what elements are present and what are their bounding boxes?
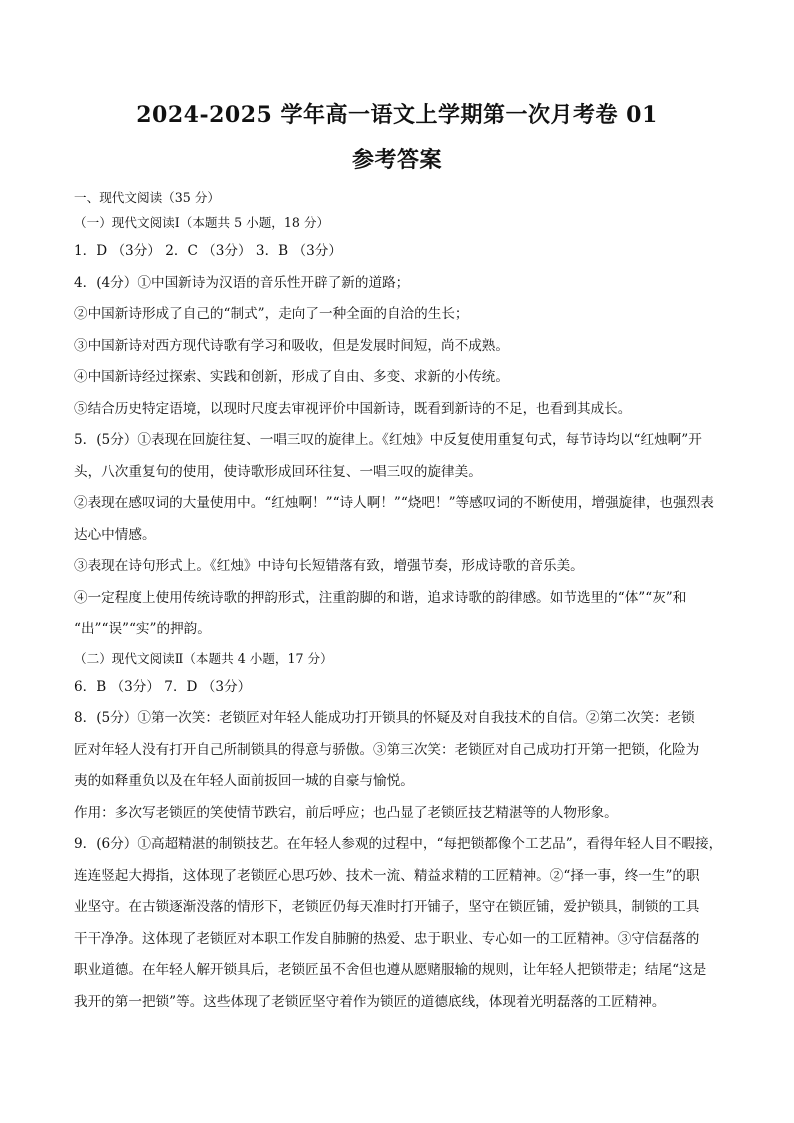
answer-line: ⑤结合历史特定语境，以现时尺度去审视评价中国新诗，既看到新诗的不足，也看到其成长。 [74, 400, 632, 417]
answer-line: ②中国新诗形成了自己的“制式”，走向了一种全面的自洽的生长； [74, 306, 469, 322]
section-heading: （二）现代文阅读Ⅱ（本题共 4 小题，17 分） [74, 650, 333, 666]
answer-line: ③中国新诗对西方现代诗歌有学习和吸收，但是发展时间短，尚不成熟。 [74, 337, 509, 354]
answer-line: 我开的第一把锁”等。这些体现了老锁匠坚守着作为锁匠的道德底线，体现着光明磊落的工匠精神。 [74, 993, 666, 1010]
section-heading: 一、现代文阅读（35 分） [74, 190, 220, 205]
answer-line: 9．(6分）①高超精湛的制锁技艺。在年轻人参观的过程中，“每把锁都像个工艺品”，看得年轻人目不暇接， [74, 836, 723, 852]
answer-content [74, 186, 726, 1018]
answer-line: ④一定程度上使用传统诗歌的押韵形式，注重韵脚的和谐，追求诗歌的韵律感。如节选里的“体”“灰”和 [74, 589, 687, 606]
answer-line: 5．(5分）①表现在回旋往复、一唱三叹的旋律上。《红烛》中反复使用重复句式，每节诗均以“红烛啊”开 [74, 432, 702, 448]
answer-line: 4．(4分）①中国新诗为汉语的音乐性开辟了新的道路； [74, 274, 410, 291]
answer-line: ④中国新诗经过探索、实践和创新，形成了自由、多变、求新的小传统。 [74, 369, 509, 385]
answer-line: 干干净净。这体现了老锁匠对本职工作发自肺腑的热爱、忠于职业、专心如一的工匠精神。③守信磊落的 [74, 930, 700, 947]
answer-line: 连连竖起大拇指，这体现了老锁匠心思巧妙、技术一流、精益求精的工匠精神。②“择一事，终一生”的职 [74, 867, 700, 884]
answer-line: 作用：多次写老锁匠的笑使情节跌宕，前后呼应；也凸显了老锁匠技艺精湛等的人物形象。 [74, 804, 618, 821]
answer-line: 头，八次重复句的使用，使诗歌形成回环往复、一唱三叹的旋律美。 [74, 463, 482, 480]
answer-line: 业坚守。在古锁逐渐没落的情形下，老锁匠仍每天准时打开铺子，坚守在锁匠铺，爱护锁具，制锁的工具 [74, 899, 700, 915]
answer-line: 匠对年轻人没有打开自己所制锁具的得意与骄傲。③第三次笑：老锁匠对自己成功打开第一把锁，化险为 [74, 741, 700, 758]
document-subtitle: 参考答案 [351, 147, 442, 173]
answer-line: 达心中情感。 [74, 526, 156, 543]
answer-line: 职业道德。在年轻人解开锁具后，老锁匠虽不舍但也遵从愿赌服输的规则，让年轻人把锁带走；结尾“这是 [74, 962, 707, 978]
answer-line: 8．(5分）①第一次笑：老锁匠对年轻人能成功打开锁具的怀疑及对自我技术的自信。②第二次笑：老锁 [74, 710, 695, 726]
answer-line: 夷的如释重负以及在年轻人面前扳回一城的自豪与愉悦。 [74, 773, 414, 789]
answer-line: ②表现在感叹词的大量使用中。“红烛啊！”“诗人啊！”“烧吧！”等感叹词的不断使用，增强旋律，也强烈表 [74, 495, 714, 511]
document-title: 2024-2025 学年高一语文上学期第一次月考卷 01 [136, 102, 658, 128]
answer-line: ③表现在诗句形式上。《红烛》中诗句长短错落有致，增强节奏，形成诗歌的音乐美。 [74, 558, 584, 574]
answer-line: 1．D （3分） 2．C （3分） 3．B （3分） [74, 243, 342, 259]
answer-line: “出”“误”“实”的押韵。 [74, 621, 211, 637]
section-heading: （一）现代文阅读Ⅰ（本题共 5 小题，18 分） [74, 215, 330, 230]
answer-line: 6．B （3分） 7．D （3分） [74, 678, 252, 695]
